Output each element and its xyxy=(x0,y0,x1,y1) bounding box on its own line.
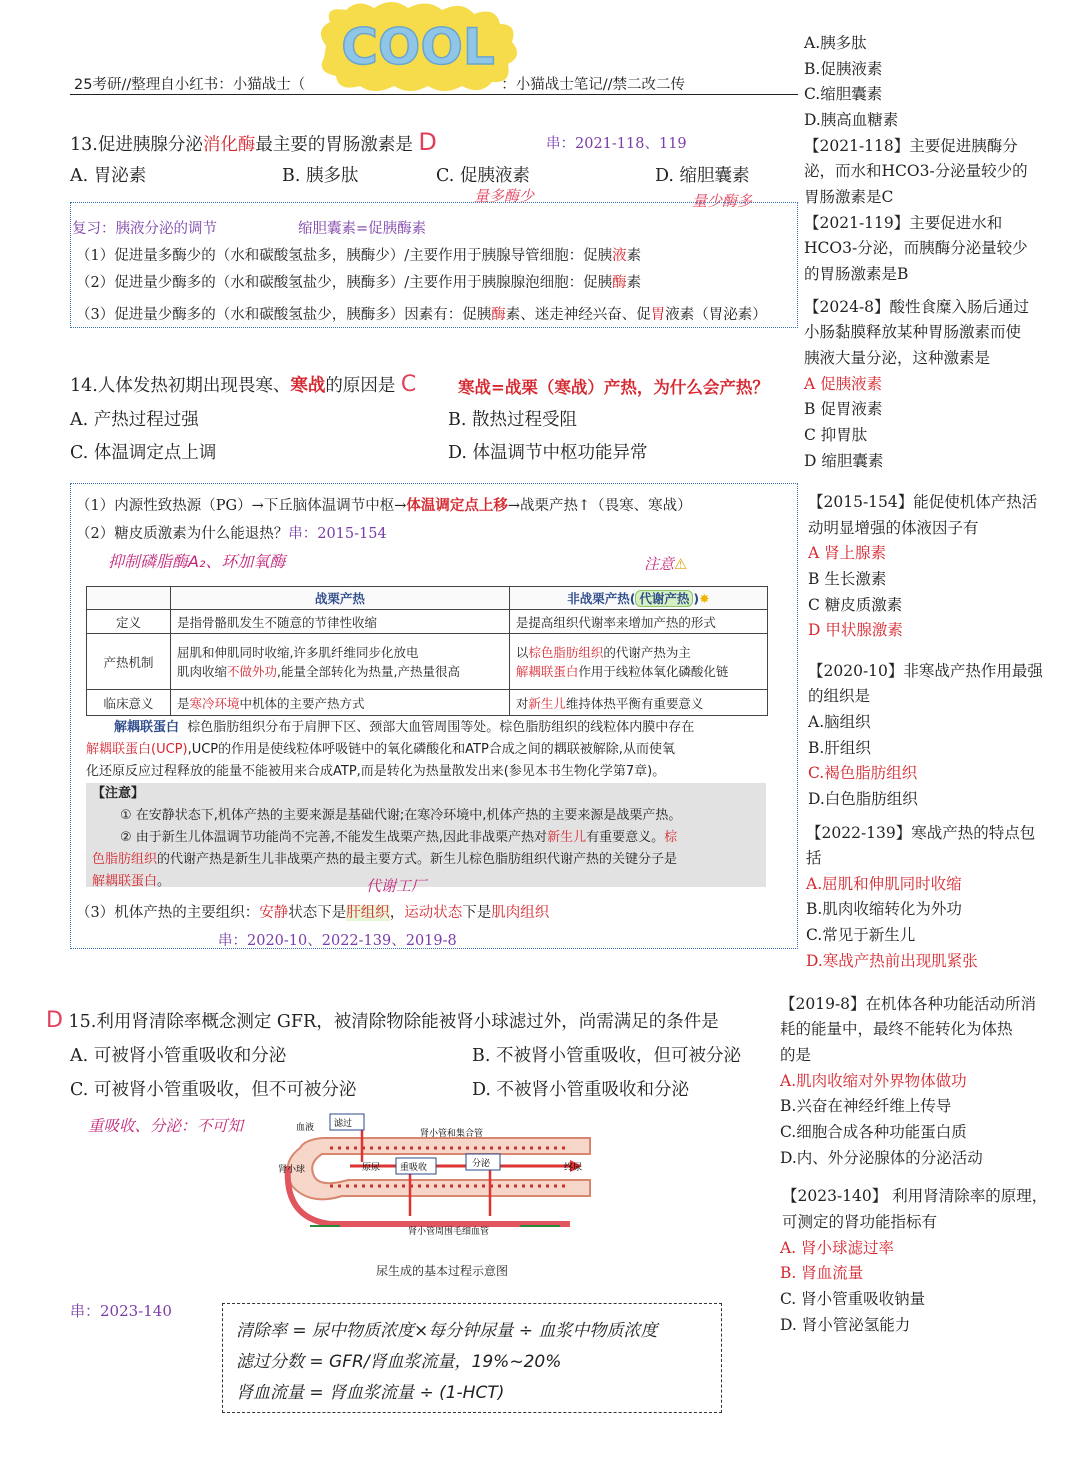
mech-b2-hl: 解耦联蛋白 xyxy=(515,663,579,679)
r2020-line1: 【2020-10】非寒战产热作用最强 xyxy=(808,662,1043,680)
attention-text: 注意 xyxy=(644,555,675,573)
r2023-line2: 可测定的肾功能指标有 xyxy=(782,1213,938,1231)
clin-b-b: 维持体热平衡有重要意义 xyxy=(565,695,704,711)
glomerulus-label: 肾小球 xyxy=(278,1165,306,1175)
ucp-title: 解耦联蛋白 xyxy=(114,720,180,735)
r2024-line2: 小肠黏膜释放某种胃肠激素而使 xyxy=(804,323,1022,341)
review14-line1 xyxy=(76,494,692,515)
col2-a: 非战栗产热( xyxy=(567,591,636,606)
q14-option-b: B. 散热过程受阻 xyxy=(448,410,577,430)
review14-hand-note: 抑制磷脂酶A₂、环加氧酶 xyxy=(108,552,286,571)
r2015-opt-d: D 甲状腺激素 xyxy=(808,621,903,639)
q14-remark: 寒战=战栗（寒战）产热，为什么会产热？ xyxy=(458,378,769,397)
sparkle-icon: ✸ xyxy=(699,591,710,606)
r2024-line1: 【2024-8】酸性食糜入肠后通过 xyxy=(804,298,1030,316)
q15-option-d: D. 不被肾小管重吸收和分泌 xyxy=(472,1080,690,1100)
r2022-line1: 【2022-139】寒战产热的特点包 xyxy=(806,824,1036,842)
right-top-opt-b: B.促胰液素 xyxy=(804,60,883,78)
q14-stem-a: 人体发热初期出现畏寒、 xyxy=(97,376,291,396)
row-mech-a xyxy=(171,634,510,690)
ucp-p1: 棕色脂肪组织分布于肩胛下区、颈部大血管周围等处。棕色脂肪组织的线粒体内膜中存在 xyxy=(187,720,695,735)
note3-hl: 色脂肪组织 xyxy=(92,852,158,867)
q15-option-b: B. 不被肾小管重吸收，但可被分泌 xyxy=(472,1046,741,1066)
review13-line2-b: 素 xyxy=(626,275,642,291)
table-header-row xyxy=(87,587,768,610)
r118-line2: 泌，而水和HCO3-分泌量较少的 xyxy=(804,162,1028,180)
note2-b: 有重要意义。 xyxy=(586,830,665,845)
review14-line3 xyxy=(76,901,549,922)
review14-line3-hl3: 运动状态 xyxy=(404,905,463,921)
q15-answer: D xyxy=(46,1008,63,1033)
ucp-p2: ,UCP的作用是使线粒体呼吸链中的氧化磷酸化和ATP合成之间的耦联被解除,从而使氧 xyxy=(187,742,675,757)
row-label-mechanism: 产热机制 xyxy=(87,634,171,690)
review13-title: 复习：胰液分泌的调节 xyxy=(72,221,217,237)
r2023-opt-c: C. 肾小管重吸收钠量 xyxy=(780,1290,926,1308)
note-line3 xyxy=(92,849,760,871)
r2015-line2: 动明显增强的体液因子有 xyxy=(808,519,979,537)
r2019-opt-d: D.内、外分泌腺体的分泌活动 xyxy=(780,1149,983,1167)
q13-answer: D xyxy=(418,128,437,156)
review14-line3-b: 状态下是 xyxy=(288,905,347,921)
r2020-line2: 的组织是 xyxy=(808,687,871,705)
q14-answer: C xyxy=(400,372,417,397)
q13-stem-b: 最主要的胃肠激素是 xyxy=(255,135,413,155)
r2019-opt-a: A.肌肉收缩对外界物体做功 xyxy=(780,1072,967,1090)
review13-line1-a: （1）促进量多酶少的（水和碳酸氢盐多，胰酶少）/主要作用于胰腺导管细胞：促胰 xyxy=(76,248,613,264)
cool-logo-text: COOL xyxy=(341,18,495,76)
tubule-label: 肾小管和集合管 xyxy=(420,1129,484,1139)
q13-stem xyxy=(70,128,437,156)
r2020-opt-a: A.脑组织 xyxy=(808,713,871,731)
r2024-opt-c: C 抑胃肽 xyxy=(804,426,868,444)
blood-label: 血液 xyxy=(296,1123,315,1133)
note2-hl2: 棕 xyxy=(664,830,678,845)
primary-urine-label: 原尿 xyxy=(362,1163,381,1173)
warning-icon: ⚠ xyxy=(674,555,688,573)
review14-line1-a: （1）内源性致热源（PG）→下丘脑体温调节中枢→ xyxy=(76,498,407,514)
review14-line1-b: →战栗产热↑（畏寒、寒战） xyxy=(507,498,692,514)
formula-filtration-fraction: 滤过分数 = GFR/肾血浆流量，19%~20% xyxy=(236,1352,562,1372)
note4-b: 。 xyxy=(157,874,171,889)
review13-line3-hl1: 酶 xyxy=(491,307,506,323)
note3-b: 的代谢产热是新生儿非战栗产热的最主要方式。新生儿棕色脂肪组织代谢产热的关键分子是 xyxy=(157,852,678,867)
hand-factory-note: 代谢工厂 xyxy=(366,877,427,895)
r118-line1: 【2021-118】主要促进胰酶分 xyxy=(804,137,1018,155)
note-line1: ① 在安静状态下,机体产热的主要来源是基础代谢;在寒冷环境中,机体产热的主要来源是战栗产热。 xyxy=(120,808,682,823)
review13-line3 xyxy=(76,303,767,324)
note4-hl: 解耦联蛋白 xyxy=(92,874,158,889)
q14-stem xyxy=(70,372,416,397)
review13-line2-a: （2）促进量少酶多的（水和碳酸氢盐少，胰酶多）/主要作用于胰腺腺泡细胞：促胰 xyxy=(76,275,613,291)
r2019-line2: 耗的能量中，最终不能转化为体热 xyxy=(780,1020,1013,1038)
ucp-paragraph xyxy=(86,717,770,783)
col2-b: ) xyxy=(693,591,700,606)
row-mech-b xyxy=(509,634,767,690)
review13-line3-c: 液素（胃泌素） xyxy=(665,307,767,323)
q13-number: 13. xyxy=(70,135,98,155)
row-clin-b xyxy=(509,690,767,716)
q15-number: 15. xyxy=(68,1012,97,1032)
r2020-opt-d: D.白色脂肪组织 xyxy=(808,790,918,808)
formula-renal-blood-flow: 肾血流量 = 肾血浆流量 ÷ (1-HCT) xyxy=(236,1383,505,1403)
ucp-line3: 化还原反应过程释放的能量不能被用来合成ATP,而是转化为热量散发出来(参见本书生物化学第7章)。 xyxy=(86,764,666,779)
table-row xyxy=(87,690,768,716)
q13-option-b: B. 胰多肽 xyxy=(282,166,359,186)
q15-stem xyxy=(46,1008,719,1033)
review13-line2 xyxy=(76,271,641,292)
review14-line3-hl1: 安静 xyxy=(259,905,289,921)
q15-option-a: A. 可被肾小管重吸收和分泌 xyxy=(70,1046,287,1066)
review14-line3-a: （3）机体产热的主要组织： xyxy=(76,905,260,921)
review13-line1-hl: 液 xyxy=(612,248,627,264)
mech-a2-a: 肌肉收缩 xyxy=(177,663,228,679)
q15-option-c: C. 可被肾小管重吸收，但不可被分泌 xyxy=(70,1080,357,1100)
r2023-line1: 【2023-140】 利用肾清除率的原理， xyxy=(782,1187,1048,1205)
review13-line1-b: 素 xyxy=(626,248,642,264)
r2019-line3: 的是 xyxy=(780,1046,812,1064)
right-top-opt-a: A.胰多肽 xyxy=(804,34,867,52)
r2015-line1: 【2015-154】能促使机体产热活 xyxy=(808,493,1038,511)
r118-line3: 胃肠激素是C xyxy=(804,188,894,206)
mech-a2-hl: 不做外功 xyxy=(227,663,278,679)
r2019-opt-b: B.兴奋在神经纤维上传导 xyxy=(780,1097,952,1115)
q14-stem-highlight: 寒战 xyxy=(290,376,326,396)
table-header-shivering: 战栗产热 xyxy=(171,587,510,610)
r2024-opt-b: B 促胃液素 xyxy=(804,400,883,418)
q13-note-c: 量多酶少 xyxy=(474,187,535,205)
review14-line1-hl: 体温调定点上移 xyxy=(406,497,508,514)
r2024-opt-d: D 缩胆囊素 xyxy=(804,452,884,470)
review14-line3-hl2: 肝组织 xyxy=(346,905,390,921)
q14-option-d: D. 体温调节中枢功能异常 xyxy=(448,443,648,463)
clin-a-b: 中机体的主要产热方式 xyxy=(239,695,365,711)
note-title: 【注意】 xyxy=(92,786,145,801)
q14-number: 14. xyxy=(70,376,98,396)
r2023-opt-b: B. 肾血流量 xyxy=(780,1264,864,1282)
r2024-opt-a: A 促胰液素 xyxy=(804,375,883,393)
review13-line1 xyxy=(76,244,641,265)
review14-line3-c: ， xyxy=(389,905,405,921)
r2022-line2: 括 xyxy=(806,849,822,867)
r2015-opt-c: C 糖皮质激素 xyxy=(808,596,903,614)
mech-a1: 屈肌和伸肌同时收缩,许多肌纤维同步化放电 xyxy=(177,644,419,660)
r119-line2: HCO3-分泌，而胰酶分泌量较少 xyxy=(804,239,1028,257)
row-def-b: 是提高组织代谢率来增加产热的形式 xyxy=(509,610,767,634)
r2020-opt-c: C.褐色脂肪组织 xyxy=(808,764,918,782)
clin-a-hl: 寒冷环境 xyxy=(189,695,240,711)
r2022-opt-b: B.肌肉收缩转化为外功 xyxy=(806,900,962,918)
clin-a-a: 是 xyxy=(177,695,190,711)
row-def-a: 是指骨骼肌发生不随意的节律性收缩 xyxy=(171,610,510,634)
table-header-empty xyxy=(87,587,171,610)
row-label-definition: 定义 xyxy=(87,610,171,634)
clin-b-hl: 新生儿 xyxy=(528,695,566,711)
note2-hl: 新生儿 xyxy=(547,830,587,845)
mech-b1-hl: 棕色脂肪组织 xyxy=(528,644,604,660)
review13-title2: 缩胆囊素=促胰酶素 xyxy=(298,221,427,237)
review13-line3-b: 素、迷走神经兴奋、促 xyxy=(505,307,651,323)
mech-b2-b: 作用于线粒体氧化磷酸化链 xyxy=(578,663,729,679)
cool-logo xyxy=(312,0,524,96)
r2022-opt-d: D.寒战产热前出现肌紧张 xyxy=(806,952,978,970)
mech-b1-a: 以 xyxy=(515,644,529,660)
r119-line3: 的胃肠激素是B xyxy=(804,265,909,283)
q15-hand-note: 重吸收、分泌：不可知 xyxy=(88,1117,244,1135)
r2015-opt-b: B 生长激素 xyxy=(808,570,887,588)
heat-production-table xyxy=(86,586,768,716)
review13-line2-hl: 酶 xyxy=(612,275,627,291)
q13-option-d: D. 缩胆囊素 xyxy=(655,166,750,186)
secrete-label: 分泌 xyxy=(472,1159,491,1169)
review14-line2-ref: 串：2015-154 xyxy=(288,526,387,542)
table-row xyxy=(87,610,768,634)
review14-line3-d: 下是 xyxy=(462,905,492,921)
ucp-line1 xyxy=(86,717,770,739)
row-clin-a xyxy=(171,690,510,716)
final-urine-label: 终尿 xyxy=(564,1163,583,1173)
ucp-line2 xyxy=(86,739,770,761)
review13-line3-hl2: 胃 xyxy=(650,307,666,323)
r2024-line3: 胰液大量分泌，这种激素是 xyxy=(804,349,991,367)
header-left: 25考研//整理自小红书：小猫战士（ xyxy=(74,77,306,93)
r2019-opt-c: C.细胞合成各种功能蛋白质 xyxy=(780,1123,967,1141)
q13-note-d: 量少酶多 xyxy=(692,192,753,210)
capillary-label: 肾小管周围毛细血管 xyxy=(408,1227,490,1237)
review14-line3-hl4: 肌肉组织 xyxy=(491,905,550,921)
q14-stem-b: 的原因是 xyxy=(325,376,396,396)
r2022-opt-c: C.常见于新生儿 xyxy=(806,926,916,944)
review14-line2-text: （2）糖皮质激素为什么能退热？ xyxy=(76,526,289,542)
q14-option-a: A. 产热过程过强 xyxy=(70,410,199,430)
review14-attention xyxy=(644,553,687,574)
q14-option-c: C. 体温调定点上调 xyxy=(70,443,217,463)
q15-ref: 串：2023-140 xyxy=(70,1302,172,1320)
q13-option-a: A. 胃泌素 xyxy=(70,166,147,186)
reabsorb-label: 重吸收 xyxy=(400,1163,428,1173)
r2022-opt-a: A.屈肌和伸肌同时收缩 xyxy=(806,875,962,893)
mech-a2-b: ,能量全部转化为热量,产热量很高 xyxy=(277,663,460,679)
header-right: ：小猫战士笔记//禁二改二传 xyxy=(501,77,686,93)
note2-a: ② 由于新生儿体温调节功能尚不完善,不能发生战栗产热,因此非战栗产热对 xyxy=(120,830,548,845)
review13-line3-a: （3）促进量少酶多的（水和碳酸氢盐少，胰酶多）因素有：促胰 xyxy=(76,307,492,323)
urine-formation-diagram xyxy=(270,1108,600,1243)
right-top-opt-c: C.缩胆囊素 xyxy=(804,85,883,103)
note-line2 xyxy=(92,827,760,849)
note-box xyxy=(86,783,766,887)
q13-stem-highlight: 消化酶 xyxy=(202,135,256,155)
r2023-opt-d: D. 肾小管泌氢能力 xyxy=(780,1316,911,1334)
col2-hl: 代谢产热 xyxy=(635,590,693,607)
diagram-caption: 尿生成的基本过程示意图 xyxy=(376,1264,509,1278)
formula-clearance: 清除率 = 尿中物质浓度×每分钟尿量 ÷ 血浆中物质浓度 xyxy=(236,1321,658,1341)
q15-stem-text: 利用肾清除率概念测定 GFR，被清除物除能被肾小球滤过外，尚需满足的条件是 xyxy=(96,1012,719,1032)
mech-b1-b: 的代谢产热为主 xyxy=(603,644,691,660)
clin-b-a: 对 xyxy=(515,695,529,711)
r2019-line1: 【2019-8】在机体各种功能活动所消 xyxy=(780,995,1037,1013)
q13-ref: 串：2021-118、119 xyxy=(546,136,687,152)
r2015-opt-a: A 肾上腺素 xyxy=(808,544,887,562)
row-label-clinical: 临床意义 xyxy=(87,690,171,716)
r2023-opt-a: A. 肾小球滤过率 xyxy=(780,1239,895,1257)
r119-line1: 【2021-119】主要促进水和 xyxy=(804,214,1003,232)
table-row xyxy=(87,634,768,690)
ucp-p2-hl: 解耦联蛋白(UCP) xyxy=(86,742,188,757)
right-top-opt-d: D.胰高血糖素 xyxy=(804,111,899,129)
table-header-nonshivering xyxy=(509,587,767,610)
review14-line2 xyxy=(76,522,387,543)
r2020-opt-b: B.肝组织 xyxy=(808,739,871,757)
q13-stem-a: 促进胰腺分泌 xyxy=(97,135,203,155)
q13-option-c: C. 促胰液素 xyxy=(436,166,530,186)
review14-ref: 串：2020-10、2022-139、2019-8 xyxy=(218,933,457,949)
filter-label: 滤过 xyxy=(334,1119,353,1129)
